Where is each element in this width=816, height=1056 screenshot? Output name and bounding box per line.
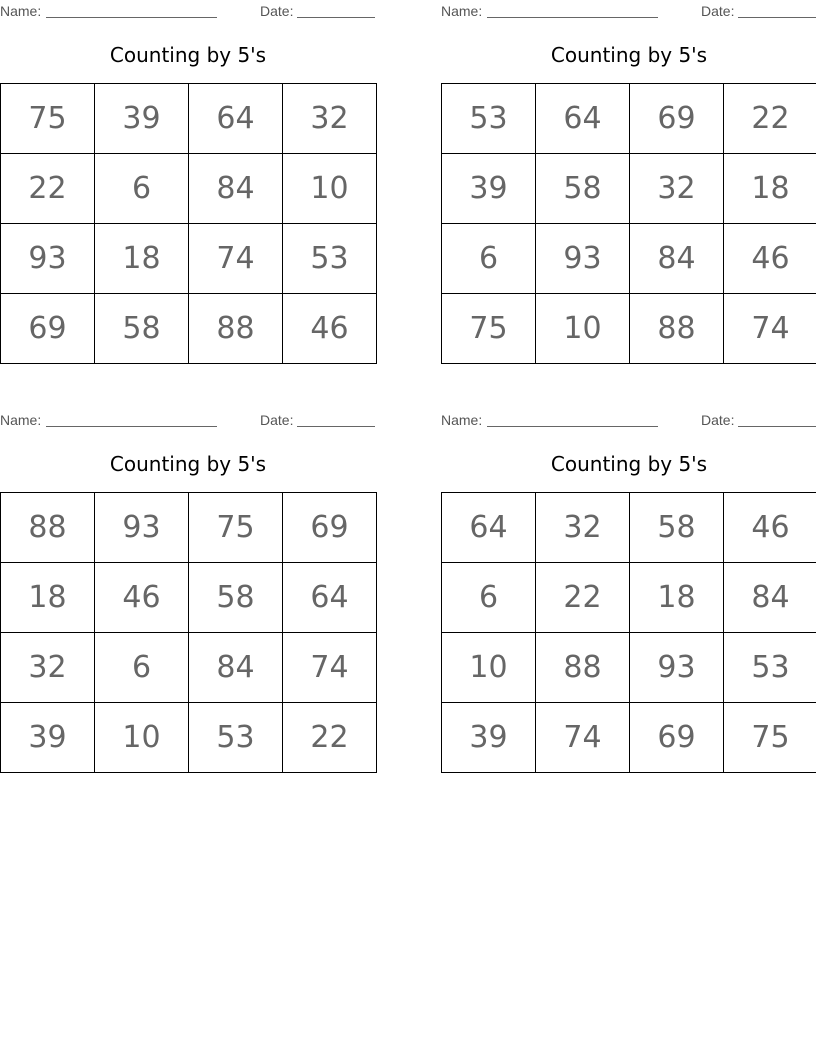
- name-blank: [487, 426, 658, 427]
- name-date-line: [441, 3, 816, 19]
- grid-row: [442, 154, 816, 224]
- grid-cell: 75: [1, 84, 95, 154]
- grid-cell: 93: [1, 224, 95, 294]
- grid-cell: 69: [630, 703, 724, 773]
- grid-cell: 88: [630, 294, 724, 364]
- grid-cell: 10: [442, 633, 536, 703]
- name-label: Name:: [0, 412, 42, 428]
- grid-row: [1, 493, 377, 563]
- grid-row: [442, 84, 816, 154]
- number-grid: [0, 83, 377, 364]
- worksheet-title: Counting by 5's: [550, 43, 708, 67]
- name-date-line: [0, 412, 376, 428]
- grid-cell: 39: [1, 703, 95, 773]
- grid-row: [1, 703, 377, 773]
- grid-cell: 84: [189, 154, 283, 224]
- date-label: Date:: [260, 412, 294, 428]
- date-blank: [297, 426, 375, 427]
- grid-cell: 53: [189, 703, 283, 773]
- date-blank: [738, 426, 816, 427]
- grid-cell: 64: [442, 493, 536, 563]
- grid-cell: 18: [95, 224, 189, 294]
- name-blank: [487, 17, 658, 18]
- grid-cell: 18: [630, 563, 724, 633]
- name-blank: [46, 426, 217, 427]
- grid-cell: 88: [536, 633, 630, 703]
- grid-cell: 58: [95, 294, 189, 364]
- grid-cell: 58: [536, 154, 630, 224]
- grid-cell: 18: [1, 563, 95, 633]
- grid-cell: 69: [283, 493, 377, 563]
- grid-cell: 10: [95, 703, 189, 773]
- grid-cell: 74: [283, 633, 377, 703]
- grid-row: [1, 84, 377, 154]
- grid-cell: 6: [442, 224, 536, 294]
- number-grid: [441, 492, 816, 773]
- worksheet-title: Counting by 5's: [109, 43, 267, 67]
- grid-cell: 53: [442, 84, 536, 154]
- grid-cell: 53: [283, 224, 377, 294]
- date-label: Date:: [701, 3, 735, 19]
- grid-row: [442, 703, 816, 773]
- grid-row: [1, 224, 377, 294]
- date-blank: [297, 17, 375, 18]
- grid-cell: 22: [536, 563, 630, 633]
- grid-row: [442, 224, 816, 294]
- grid-cell: 39: [442, 154, 536, 224]
- grid-row: [442, 493, 816, 563]
- grid-cell: 93: [630, 633, 724, 703]
- grid-row: [1, 563, 377, 633]
- grid-cell: 84: [630, 224, 724, 294]
- grid-row: [1, 633, 377, 703]
- grid-cell: 75: [724, 703, 816, 773]
- date-label: Date:: [260, 3, 294, 19]
- name-date-line: [441, 412, 816, 428]
- grid-cell: 88: [1, 493, 95, 563]
- grid-cell: 22: [724, 84, 816, 154]
- grid-cell: 10: [283, 154, 377, 224]
- date-blank: [738, 17, 816, 18]
- grid-cell: 74: [724, 294, 816, 364]
- worksheet-title: Counting by 5's: [550, 452, 708, 476]
- grid-cell: 64: [536, 84, 630, 154]
- grid-cell: 88: [189, 294, 283, 364]
- grid-cell: 84: [724, 563, 816, 633]
- grid-cell: 74: [536, 703, 630, 773]
- grid-cell: 46: [95, 563, 189, 633]
- name-blank: [46, 17, 217, 18]
- grid-cell: 46: [724, 224, 816, 294]
- number-grid: [0, 492, 377, 773]
- grid-cell: 32: [1, 633, 95, 703]
- grid-cell: 69: [630, 84, 724, 154]
- grid-cell: 75: [442, 294, 536, 364]
- grid-cell: 46: [724, 493, 816, 563]
- grid-row: [442, 633, 816, 703]
- grid-cell: 39: [95, 84, 189, 154]
- grid-cell: 74: [189, 224, 283, 294]
- grid-cell: 46: [283, 294, 377, 364]
- name-label: Name:: [0, 3, 42, 19]
- grid-cell: 6: [95, 154, 189, 224]
- grid-cell: 84: [189, 633, 283, 703]
- name-label: Name:: [441, 3, 483, 19]
- grid-cell: 64: [189, 84, 283, 154]
- grid-cell: 32: [630, 154, 724, 224]
- worksheet-title: Counting by 5's: [109, 452, 267, 476]
- grid-cell: 32: [283, 84, 377, 154]
- grid-cell: 6: [442, 563, 536, 633]
- date-label: Date:: [701, 412, 735, 428]
- grid-cell: 39: [442, 703, 536, 773]
- grid-cell: 58: [189, 563, 283, 633]
- name-label: Name:: [441, 412, 483, 428]
- grid-cell: 10: [536, 294, 630, 364]
- grid-cell: 93: [95, 493, 189, 563]
- grid-cell: 93: [536, 224, 630, 294]
- grid-row: [442, 294, 816, 364]
- grid-row: [1, 154, 377, 224]
- grid-cell: 18: [724, 154, 816, 224]
- name-date-line: [0, 3, 376, 19]
- grid-cell: 22: [1, 154, 95, 224]
- grid-cell: 69: [1, 294, 95, 364]
- grid-cell: 22: [283, 703, 377, 773]
- grid-cell: 75: [189, 493, 283, 563]
- grid-cell: 6: [95, 633, 189, 703]
- grid-row: [1, 294, 377, 364]
- grid-cell: 53: [724, 633, 816, 703]
- grid-row: [442, 563, 816, 633]
- grid-cell: 64: [283, 563, 377, 633]
- grid-cell: 58: [630, 493, 724, 563]
- grid-cell: 32: [536, 493, 630, 563]
- number-grid: [441, 83, 816, 364]
